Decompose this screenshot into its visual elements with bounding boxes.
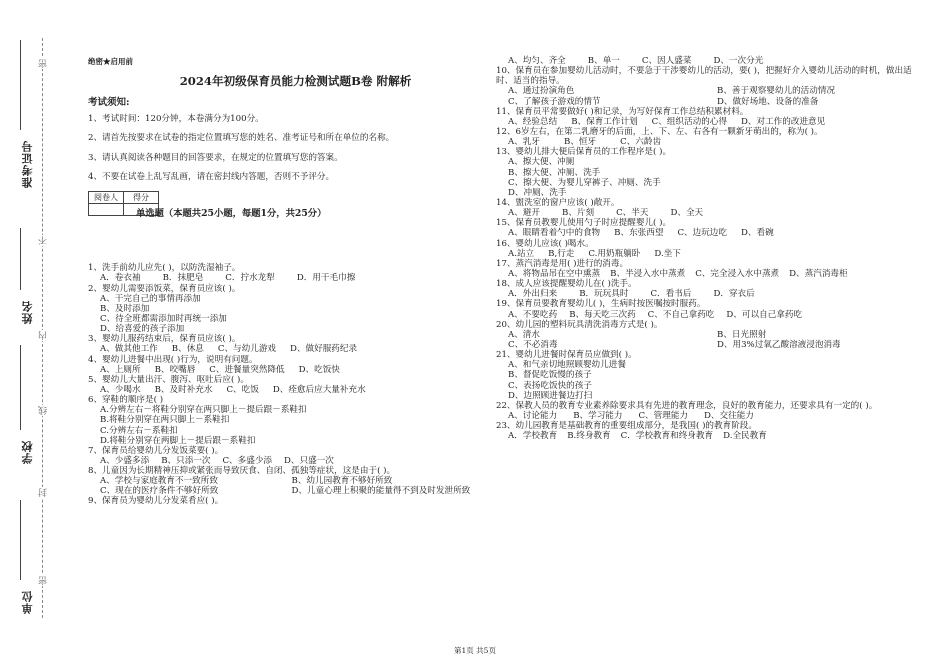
answer-option[interactable]: B、每天吃三次药 bbox=[569, 309, 636, 320]
answer-option[interactable]: C、边玩边吃 bbox=[677, 228, 727, 239]
notice-item: 2、请首先按要求在试卷的指定位置填写您的姓名、准考证号和所在单位的名称。 bbox=[88, 133, 395, 144]
option-row bbox=[496, 269, 926, 279]
answer-option[interactable]: A、少盛多添 bbox=[100, 455, 150, 466]
answer-option[interactable]: C.用奶瓶躺卧 bbox=[588, 248, 641, 259]
answer-option[interactable]: D.将鞋分别穿在两脚上－提后跟－系鞋扣 bbox=[100, 435, 256, 446]
answer-option[interactable]: D、蒸汽消毒柜 bbox=[789, 268, 848, 279]
answer-option[interactable]: B、东张西望 bbox=[614, 228, 664, 239]
answer-option[interactable]: D、交往能力 bbox=[704, 410, 754, 421]
answer-option[interactable]: A、均匀、齐全 bbox=[508, 56, 566, 66]
notice-item: 1、考试时间：120分钟，本卷满分为100分。 bbox=[88, 114, 264, 124]
name-label: 姓名 bbox=[21, 300, 34, 324]
answer-option[interactable]: C、不自己拿药吃 bbox=[647, 309, 715, 320]
answer-option[interactable]: B、学习能力 bbox=[573, 410, 623, 421]
answer-option[interactable]: A、擦大便、冲厕 bbox=[508, 157, 575, 168]
answer-option[interactable]: C．拧水龙犁 bbox=[225, 273, 275, 284]
option-grid bbox=[88, 476, 483, 496]
option-row bbox=[88, 456, 483, 466]
left-column bbox=[88, 56, 483, 507]
answer-option[interactable]: A、经验总结 bbox=[508, 116, 558, 127]
answer-option[interactable]: A．学校教育 bbox=[508, 431, 558, 442]
answer-option[interactable]: C、不必消毒 bbox=[508, 339, 558, 350]
answer-option[interactable]: A．卷衣袖 bbox=[100, 273, 141, 284]
answer-option[interactable]: B、善于观察婴幼儿的活动情况 bbox=[717, 86, 836, 97]
question bbox=[496, 401, 926, 421]
page-title: 2024年初级保育员能力检测试题B卷 附解析 bbox=[179, 74, 412, 88]
name-blank bbox=[20, 228, 21, 290]
answer-option[interactable]: B．抹肥皂 bbox=[162, 273, 204, 284]
answer-option[interactable]: B、及时添加 bbox=[100, 303, 150, 314]
answer-option[interactable]: C、吃饭 bbox=[226, 384, 259, 395]
question bbox=[88, 466, 483, 496]
answer-option[interactable]: B.终身教育 bbox=[567, 431, 611, 442]
question-text: 1、洗手前幼儿应先( )，以防洗湿袖子。 bbox=[88, 263, 241, 274]
question bbox=[496, 320, 926, 350]
answer-option[interactable]: B、日光照射 bbox=[717, 329, 767, 340]
answer-option[interactable]: A、乳牙 bbox=[508, 137, 540, 148]
answer-option[interactable]: A、干完自己的事情再添加 bbox=[100, 293, 201, 304]
question-text: 16、婴幼儿应该( )喝水。 bbox=[496, 238, 594, 249]
question-text: 20、幼儿园的塑料玩具清洗消毒方式是( )。 bbox=[496, 319, 663, 330]
answer-option[interactable]: C、了解孩子游戏的情节 bbox=[508, 96, 601, 107]
question-text: 13、婴幼儿排大便后保育员的工作程序是( )。 bbox=[496, 147, 672, 158]
notice-item: 4、不要在试卷上乱写乱画，请在密封线内答题，否则不予评分。 bbox=[88, 171, 335, 182]
answer-option[interactable]: D、给喜爱的孩子添加 bbox=[100, 324, 185, 335]
answer-option[interactable]: C、组织活动的心得 bbox=[651, 116, 727, 127]
question-text: 8、儿童因为长期精神压抑或紧张而导致厌食、自闭、孤独等症状，这是由于( )。 bbox=[88, 466, 396, 477]
option-row bbox=[496, 310, 926, 320]
school-blank bbox=[20, 345, 21, 430]
question-text: 7、保育员给婴幼儿分发饭菜要( )。 bbox=[88, 445, 224, 456]
question bbox=[496, 147, 926, 198]
question bbox=[496, 218, 926, 238]
answer-option[interactable]: C、六龄齿 bbox=[620, 137, 662, 148]
question bbox=[496, 299, 926, 319]
right-column bbox=[496, 56, 926, 441]
question-list-left bbox=[88, 263, 483, 506]
question-text: 15、保育员教婴儿使用勺子时应提醒婴儿( )。 bbox=[496, 218, 672, 229]
question bbox=[88, 355, 483, 375]
answer-option[interactable]: C、待全班都需添加时再统一添加 bbox=[100, 313, 227, 324]
answer-option[interactable]: D、边照顾进餐边打扫 bbox=[508, 390, 593, 401]
answer-option[interactable]: D、儿童心理上积聚的能量得不到及时发泄所致 bbox=[291, 486, 471, 497]
question bbox=[496, 107, 926, 127]
option-row bbox=[496, 137, 926, 147]
answer-option[interactable]: D、看碗 bbox=[741, 228, 774, 239]
answer-option[interactable]: A、做其他工作 bbox=[100, 344, 158, 355]
answer-option[interactable]: B、休息 bbox=[171, 344, 204, 355]
exam-number-blank bbox=[20, 40, 21, 130]
option-row bbox=[88, 344, 483, 354]
answer-option[interactable]: A、上厕所 bbox=[100, 364, 141, 375]
question-text: 3、婴幼儿服药结束后，保育员应该( )。 bbox=[88, 334, 241, 345]
answer-option[interactable]: C、多盛少添 bbox=[222, 455, 273, 466]
answer-option[interactable]: B、片刻 bbox=[562, 208, 595, 219]
option-row bbox=[496, 411, 926, 421]
answer-option[interactable]: B、及时补充水 bbox=[154, 384, 213, 395]
answer-option[interactable]: B、恒牙 bbox=[564, 137, 597, 148]
question-text: 10、保育员在参加婴幼儿活动时，不要急于干涉婴幼儿的活动，要( )，把握好介入婴幼儿活动的时机，做出适时、适当的指导。 bbox=[496, 66, 912, 87]
notice-item: 3、请认真阅读各种题目的回答要求，在规定的位置填写您的答案。 bbox=[88, 152, 343, 163]
answer-option[interactable]: C、擦大便、为婴儿穿裤子、冲厕、洗手 bbox=[508, 177, 661, 188]
question bbox=[88, 446, 483, 466]
answer-option[interactable]: C、因人盛菜 bbox=[641, 56, 692, 66]
answer-option[interactable]: A、通过扮演角色 bbox=[508, 86, 575, 97]
option-row bbox=[496, 208, 926, 218]
answer-option[interactable]: B,行走 bbox=[548, 248, 575, 259]
answer-option[interactable]: A、不要吃药 bbox=[508, 309, 558, 320]
answer-option[interactable]: B、咬嘴唇 bbox=[154, 364, 196, 375]
answer-option[interactable]: C、管理能力 bbox=[638, 410, 689, 421]
question-text: 12、6岁左右，在第二乳磨牙的后面，上、下、左、右各有一颗新牙萌出的，称为( )。 bbox=[496, 126, 823, 137]
question-text: 5、婴幼儿大量出汗、腹泻、呕吐后应( )。 bbox=[88, 374, 249, 385]
question-text: 21、婴幼儿进餐时保育员应做到( )。 bbox=[496, 350, 637, 361]
answer-option[interactable]: A.站立 bbox=[508, 248, 535, 259]
option-row bbox=[496, 289, 926, 299]
question bbox=[496, 239, 926, 259]
grader-label: 阅卷人 bbox=[89, 192, 124, 204]
option-row bbox=[496, 56, 926, 66]
question bbox=[496, 421, 926, 441]
answer-option[interactable]: A、避开 bbox=[508, 208, 540, 219]
exam-number-label: 准考证号 bbox=[21, 140, 34, 188]
answer-option[interactable]: B、半浸入水中蒸煮 bbox=[610, 268, 686, 279]
answer-option[interactable]: B、擦大便、冲厕、洗手 bbox=[508, 167, 601, 178]
section-title: 单选题（本题共25小题，每题1分，共25分） bbox=[136, 208, 327, 220]
answer-option[interactable]: C、与幼儿游戏 bbox=[217, 344, 277, 355]
answer-option[interactable]: C．看书后 bbox=[650, 289, 692, 300]
option-grid bbox=[496, 330, 926, 350]
answer-option[interactable]: A．外出归来 bbox=[508, 289, 558, 300]
answer-option[interactable]: D、对工作的改进意见 bbox=[741, 116, 826, 127]
answer-option[interactable]: D、做好服药纪录 bbox=[290, 344, 358, 355]
answer-option[interactable]: C、半天 bbox=[616, 208, 649, 219]
question bbox=[496, 127, 926, 147]
option-row bbox=[88, 385, 483, 395]
answer-option[interactable]: C、现在的医疗条件不够好所致 bbox=[100, 486, 219, 497]
answer-option[interactable]: D.全民教育 bbox=[723, 431, 767, 442]
question bbox=[88, 395, 483, 446]
question-text: 18、成人应该提醒婴幼儿在( )洗手。 bbox=[496, 279, 637, 290]
question bbox=[88, 284, 483, 335]
answer-option[interactable]: A、眼睛看着勺中的食物 bbox=[508, 228, 601, 239]
school-label: 学校 bbox=[21, 440, 34, 464]
answer-option[interactable]: D、只盛一次 bbox=[284, 455, 334, 466]
answer-option[interactable]: A、将物品吊在空中熏蒸 bbox=[508, 268, 601, 279]
answer-option[interactable]: D、用3%过氧乙酸溶液浸泡消毒 bbox=[717, 339, 841, 350]
question bbox=[496, 66, 926, 107]
unit-label: 单位 bbox=[21, 590, 34, 614]
question-text: 14、盥洗室的窗户应该( )敞开。 bbox=[496, 197, 620, 208]
answer-option[interactable]: A.分辨左右－将鞋分别穿在两只脚上－提后跟－系鞋扣 bbox=[100, 405, 307, 416]
answer-option[interactable]: C、完全浸入水中蒸煮 bbox=[695, 268, 780, 279]
answer-option[interactable]: B、单一 bbox=[587, 56, 620, 66]
question-text: 4、婴幼儿进餐中出现( )行为，说明有问题。 bbox=[88, 354, 258, 365]
unit-blank bbox=[20, 500, 21, 580]
margin-char: 不 bbox=[39, 236, 49, 245]
answer-option[interactable]: A、少喝水 bbox=[100, 384, 141, 395]
answer-option[interactable]: A、和气亲切地照顾婴幼儿进餐 bbox=[508, 360, 626, 371]
grader-cell[interactable] bbox=[89, 204, 124, 216]
question bbox=[496, 350, 926, 401]
question-text: 11、保育员平常要做好( )和记录，为写好保育工作总结积累材料。 bbox=[496, 106, 749, 117]
answer-option[interactable]: A、学校与家庭教育不一致所致 bbox=[100, 476, 218, 487]
answer-option[interactable]: B、只添一次 bbox=[161, 455, 211, 466]
option-row bbox=[88, 273, 483, 283]
question bbox=[496, 279, 926, 299]
question-text: 23、幼儿园教育是基础教育的重要组成部分，是我国( )的教育阶段。 bbox=[496, 421, 757, 432]
notice-title: 考试须知: bbox=[88, 97, 130, 108]
answer-option[interactable]: D、做好场地、设备的准备 bbox=[717, 96, 819, 107]
question bbox=[496, 198, 926, 218]
score-label: 得分 bbox=[124, 192, 159, 204]
answer-option[interactable]: D．穿衣后 bbox=[713, 289, 755, 300]
answer-option[interactable]: D.坐下 bbox=[654, 248, 681, 259]
margin-char: 密 bbox=[39, 59, 49, 68]
answer-option[interactable]: B.将鞋分别穿在两只脚上－系鞋扣 bbox=[100, 415, 230, 426]
question-text: 6、穿鞋的顺序是( ) bbox=[88, 395, 164, 406]
binding-margin bbox=[0, 0, 80, 671]
answer-option[interactable]: C.分辨左右－系鞋扣 bbox=[100, 425, 178, 436]
question-text: 17、蒸汽消毒是用( )进行的消毒。 bbox=[496, 258, 629, 269]
question-text: 9、保育员为婴幼儿分发菜肴应( )。 bbox=[88, 496, 224, 507]
answer-option[interactable]: D、痊愈后应大量补充水 bbox=[272, 384, 366, 395]
page-footer: 第1页 共5页 bbox=[454, 646, 496, 655]
answer-option[interactable]: D、吃饭快 bbox=[298, 364, 340, 375]
answer-option[interactable]: D、一次分光 bbox=[713, 56, 764, 66]
seal-line bbox=[42, 38, 43, 618]
question bbox=[88, 334, 483, 354]
margin-char: 线 bbox=[39, 406, 49, 415]
question-text: 2、婴幼儿需要添饭菜，保育员应该( )。 bbox=[88, 283, 241, 294]
answer-option[interactable]: A、讨论能力 bbox=[508, 410, 558, 421]
answer-option[interactable]: A、清水 bbox=[508, 329, 540, 340]
answer-option[interactable]: B、保育工作计划 bbox=[571, 116, 638, 127]
option-row bbox=[496, 228, 926, 238]
answer-option[interactable]: D、冲厕、洗手 bbox=[508, 187, 567, 198]
answer-option[interactable]: B．玩玩具时 bbox=[579, 289, 629, 300]
option-row bbox=[496, 117, 926, 127]
question bbox=[496, 56, 926, 66]
answer-option[interactable]: C、表扬吃饭快的孩子 bbox=[508, 380, 592, 391]
question bbox=[88, 375, 483, 395]
question bbox=[88, 263, 483, 283]
answer-option[interactable]: C．学校教育和终身教育 bbox=[620, 431, 714, 442]
margin-char: 内 bbox=[39, 331, 49, 340]
secret-mark: 绝密★启用前 bbox=[88, 57, 133, 66]
answer-option[interactable]: D．用干毛巾擦 bbox=[296, 273, 356, 284]
option-row bbox=[88, 365, 483, 375]
option-grid bbox=[496, 86, 926, 106]
answer-option[interactable]: D、全天 bbox=[670, 208, 704, 219]
margin-char: 封 bbox=[39, 488, 49, 497]
question bbox=[88, 496, 483, 506]
option-row bbox=[496, 249, 926, 259]
answer-option[interactable]: B、幼儿园教育不够好所致 bbox=[291, 476, 393, 487]
question-text: 19、保育员要教育婴幼儿( )，生病时按医嘱按时服药。 bbox=[496, 299, 706, 310]
answer-option[interactable]: D、可以自己拿药吃 bbox=[726, 309, 803, 320]
question-list-right bbox=[496, 56, 926, 441]
margin-char: 密 bbox=[39, 576, 49, 585]
question bbox=[496, 259, 926, 279]
option-row bbox=[496, 431, 926, 441]
answer-option[interactable]: C、进餐量突然降低 bbox=[209, 364, 285, 375]
question-text: 22、保教人员的教育专业素养除要求具有先进的教育理念，良好的教育能力，还要求具有一定的( )。 bbox=[496, 400, 878, 411]
answer-option[interactable]: B、督促吃饭慢的孩子 bbox=[508, 370, 592, 381]
